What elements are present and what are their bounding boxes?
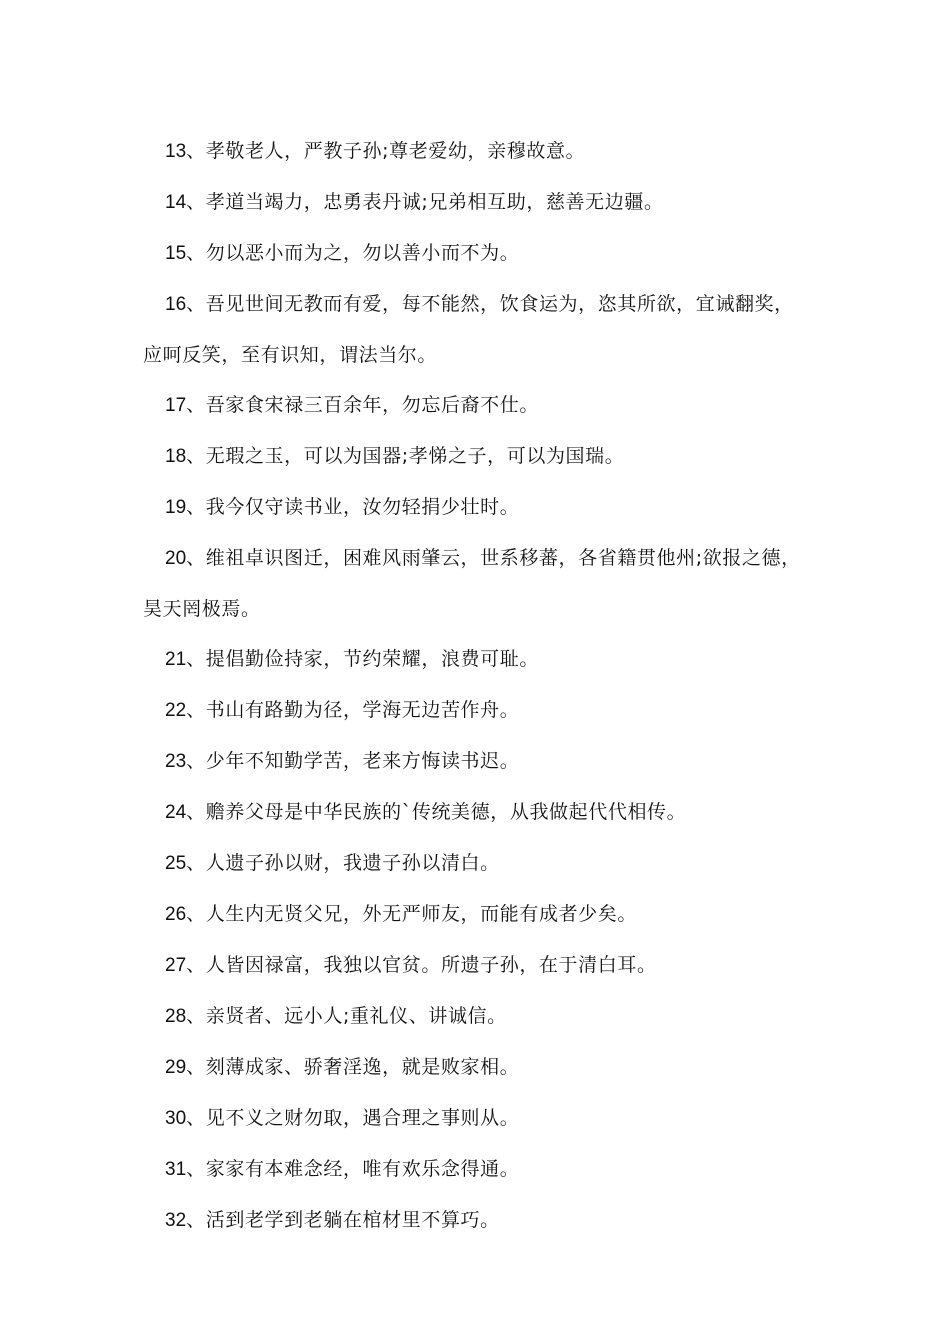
item-text: 、孝道当竭力，忠勇表丹诚;兄弟相互助，慈善无边疆。 <box>186 191 664 213</box>
item-number: 22 <box>165 700 187 721</box>
item-number: 26 <box>165 904 187 925</box>
item-text: 、无瑕之玉，可以为国器;孝悌之子，可以为国瑞。 <box>186 445 625 467</box>
document-body <box>143 126 813 1246</box>
item-number: 25 <box>165 853 187 874</box>
item-text: 、刻薄成家、骄奢淫逸，就是败家相。 <box>186 1056 520 1078</box>
item-text: 、活到老学到老躺在棺材里不算巧。 <box>186 1209 500 1231</box>
paragraph-16 <box>143 279 813 380</box>
item-number: 15 <box>165 243 187 264</box>
item-number: 30 <box>165 1108 187 1129</box>
item-text: 、人生内无贤父兄，外无严师友，而能有成者少矣。 <box>186 903 637 925</box>
item-text: 、我今仅守读书业，汝勿轻捐少壮时。 <box>186 496 520 518</box>
item-text: 、赡养父母是中华民族的`传统美德，从我做起代代相传。 <box>186 801 687 823</box>
item-number: 21 <box>165 649 187 670</box>
paragraph-32 <box>143 1195 813 1246</box>
item-text: 、人遗子孙以财，我遗子孙以清白。 <box>186 852 500 874</box>
item-number: 18 <box>165 446 187 467</box>
paragraph-19 <box>143 482 813 533</box>
item-text: 、家家有本难念经，唯有欢乐念得通。 <box>186 1158 520 1180</box>
item-text: 、孝敬老人，严教子孙;尊老爱幼，亲穆故意。 <box>186 140 586 162</box>
item-text: 、吾家食宋禄三百余年，勿忘后裔不仕。 <box>186 394 539 416</box>
paragraph-14 <box>143 177 813 228</box>
item-number: 17 <box>165 395 187 416</box>
item-number: 16 <box>165 294 187 315</box>
item-text: 、亲贤者、远小人;重礼仪、讲诚信。 <box>186 1005 507 1027</box>
paragraph-22 <box>143 685 813 736</box>
paragraph-13 <box>143 126 813 177</box>
item-number: 19 <box>165 497 187 518</box>
item-text: 、吾见世间无教而有爱，每不能然，饮食运为，恣其所欲，宜诫翻奖，应呵反笑，至有识知，谓法当尔。 <box>143 293 794 366</box>
paragraph-27 <box>143 940 813 991</box>
item-number: 13 <box>165 141 187 162</box>
item-text: 、书山有路勤为径，学海无边苦作舟。 <box>186 699 520 721</box>
paragraph-31 <box>143 1144 813 1195</box>
item-text: 、勿以恶小而为之，勿以善小而不为。 <box>186 242 520 264</box>
paragraph-20 <box>143 533 813 634</box>
paragraph-23 <box>143 736 813 787</box>
item-text: 、见不义之财勿取，遇合理之事则从。 <box>186 1107 520 1129</box>
paragraph-18 <box>143 431 813 482</box>
item-number: 27 <box>165 955 187 976</box>
paragraph-26 <box>143 889 813 940</box>
item-text: 、维祖卓识图迁，困难风雨肇云，世系移蕃，各省籍贯他州;欲报之德，昊天罔极焉。 <box>143 547 801 620</box>
paragraph-29 <box>143 1042 813 1093</box>
item-text: 、少年不知勤学苦，老来方悔读书迟。 <box>186 750 520 772</box>
paragraph-17 <box>143 380 813 431</box>
item-number: 31 <box>165 1159 187 1180</box>
paragraph-24 <box>143 787 813 838</box>
paragraph-21 <box>143 634 813 685</box>
item-number: 23 <box>165 751 187 772</box>
item-text: 、人皆因禄富，我独以官贫。所遗子孙，在于清白耳。 <box>186 954 657 976</box>
item-number: 14 <box>165 192 187 213</box>
item-number: 29 <box>165 1057 187 1078</box>
item-number: 20 <box>165 548 187 569</box>
item-number: 28 <box>165 1006 187 1027</box>
paragraph-30 <box>143 1093 813 1144</box>
item-text: 、提倡勤俭持家，节约荣耀，浪费可耻。 <box>186 648 539 670</box>
paragraph-15 <box>143 228 813 279</box>
item-number: 24 <box>165 802 187 823</box>
paragraph-25 <box>143 838 813 889</box>
item-number: 32 <box>165 1210 187 1231</box>
paragraph-28 <box>143 991 813 1042</box>
